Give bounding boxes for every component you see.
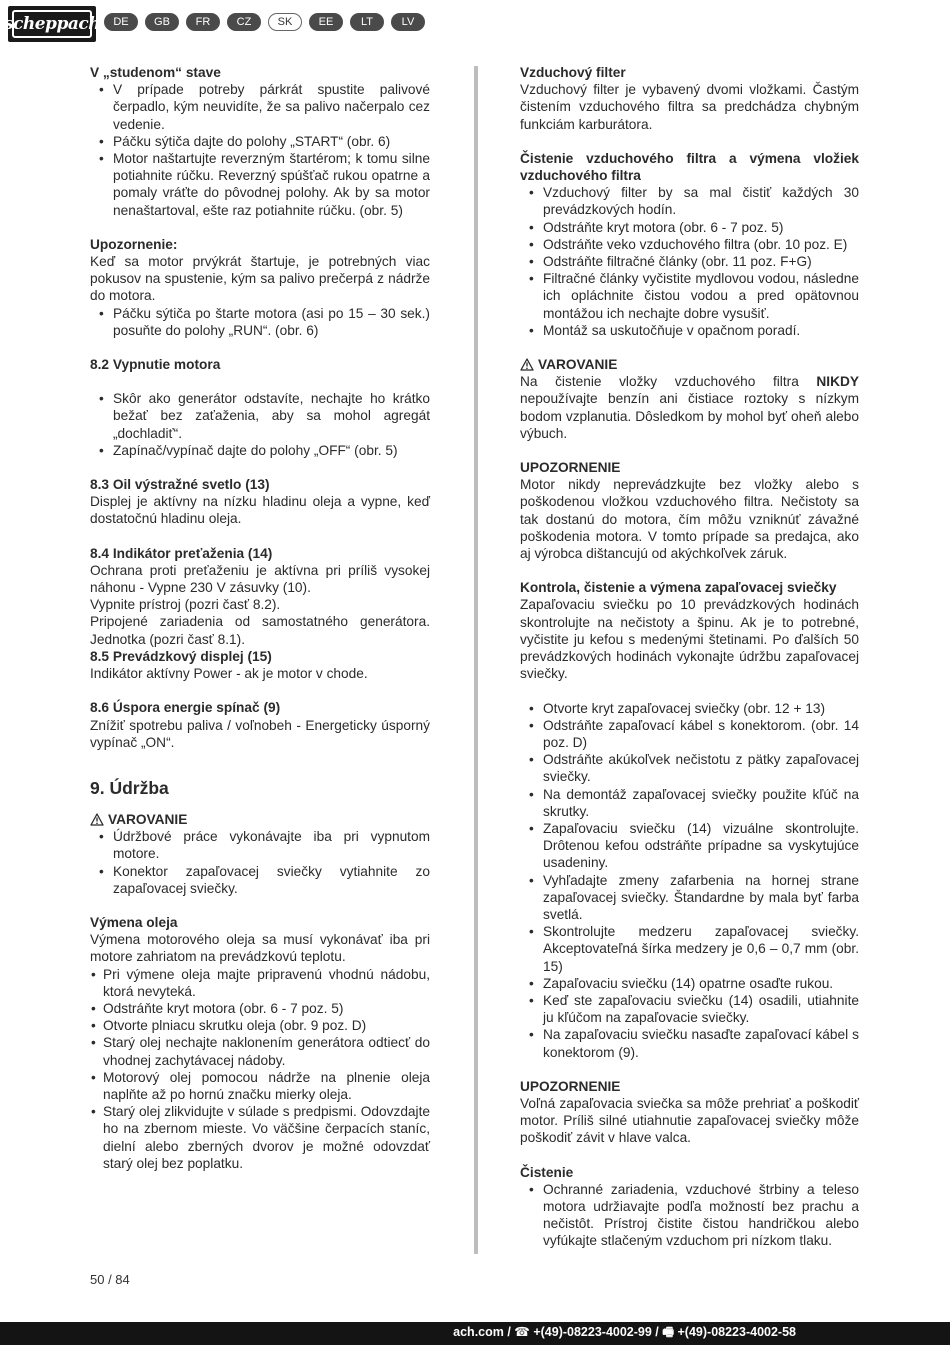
lang-sk[interactable]: SK [268,13,302,31]
lang-ee[interactable]: EE [309,13,343,31]
language-selector [104,13,425,31]
list-item: • Vyhľadajte zmeny zafarbenia na hornej strane zapaľovacej sviečky. Štandardne by mala byť farba svetlá. [520,872,859,924]
list-item: • Zapaľovaciu sviečku (14) opatrne osaďte rukou. [520,975,859,992]
air-filter-text: Vzduchový filter je vybavený dvomi vložkami. Častým čistením vzduchového filtra sa predchádza chybným funkciám karburátora. [520,82,859,132]
list-item: • Montáž sa uskutočňuje v opačnom poradí. [520,322,859,339]
list-item: • Páčku sýtiča po štarte motora (asi po 15 – 30 sek.) posuňte do polohy „RUN“. (obr. 6) [90,305,430,339]
warning-heading [90,811,430,828]
list-item: • Páčku sýtiča dajte do polohy „START“ (obr. 6) [90,133,430,150]
list-item: • Otvorte kryt zapaľovacej sviečky (obr. 12 + 13) [520,700,859,717]
section-8-4-heading: 8.4 Indikátor preťaženia (14) [90,545,273,561]
air-filter-heading: Vzduchový filter [520,65,626,80]
list-item: • Pri výmene oleja majte pripravenú vhodnú nádobu, ktorá nevyteká. [90,966,430,1000]
scheppach-logo [3,6,101,42]
warning-icon [90,813,104,826]
section-8-4-text: Vypnite prístroj (pozri časť 8.2). [90,597,281,613]
note-heading: Upozornenie: [90,236,178,252]
list-item: • Starý olej zlikvidujte v súlade s predpismi. Odovzdajte ho na zbernom mieste. Vo väčšine čerpacích staníc, dielní alebo zberných dvorov je možné odovzdať starý olej bez poplatku. [90,1103,430,1172]
note-text: Keď sa motor prvýkrát štartuje, je potrebných viac pokusov na spustenie, kým sa palivo prečerpá z nádrže do motora. [90,254,430,304]
list-item: • Odstráňte kryt motora (obr. 6 - 7 poz. 5) [520,219,859,236]
list-item: • Odstráňte veko vzduchového filtra (obr. 10 poz. E) [520,236,859,253]
cold-start-heading: V „studenom“ stave [90,65,221,80]
warning-list [90,828,430,897]
right-column [520,64,859,1250]
list-item: • Starý olej nechajte naklonením generátora odtiecť do vhodnej zachytávacej nádoby. [90,1034,430,1068]
list-item: • Motor naštartujte reverzným štartérom; k tomu silne potiahnite rúčku. Reverzný spúšťač rukou opatrne a pomaly vráťte do pôvodnej polohy. Ak by sa motor nenaštartoval, ešte raz potiahnite rúčku. (obr. 5) [90,150,430,219]
left-column [90,64,430,1172]
list-item: • Filtračné články vyčistite mydlovou vodou, následne ich opláchnite čistou vodou a pred opätovnou montážou ich nechajte dobre vysušiť. [520,270,859,322]
note-heading: UPOZORNENIE [520,1078,621,1094]
warning-heading [520,356,859,373]
air-filter-cleaning-heading: Čistenie vzduchového filtra a výmena vložiek vzduchového filtra [520,150,859,184]
section-8-5-heading: 8.5 Prevádzkový displej (15) [90,648,272,664]
spark-plug-heading: Kontrola, čistenie a výmena zapaľovacej sviečky [520,580,837,596]
list-item: • Skôr ako generátor odstavíte, nechajte ho krátko bežať bez zaťaženia, aby sa mohol agregát „dochladiť“. [90,390,430,442]
section-8-6-text: Znížiť spotrebu paliva / voľnobeh - Energeticky úsporný vypínač „ON“. [90,717,430,750]
cleaning-list [520,1181,859,1250]
list-item: • Otvorte plniacu skrutku oleja (obr. 9 poz. D) [90,1017,430,1034]
list-item: • V prípade potreby párkrát spustite palivové čerpadlo, kým neuvidíte, že sa palivo načerpalo cez vedenie. [90,81,430,133]
lang-lv[interactable]: LV [391,13,425,31]
section-8-3-heading: 8.3 Oil výstražné svetlo (13) [90,477,270,493]
section-8-4-text: Ochrana proti preťaženiu je aktívna pri príliš vysokej náhonu - Vypne 230 V zásuvky (10). [90,562,430,596]
list-item: • Motorový olej pomocou nádrže na plnenie oleja naplňte až po hornú značku mierky oleja. [90,1069,430,1103]
lang-de[interactable]: DE [104,13,138,31]
warning-title: VAROVANIE [108,811,188,827]
list-item: • Odstráňte kryt motora (obr. 6 - 7 poz. 5) [90,1000,430,1017]
oil-change-text: Výmena motorového oleja sa musí vykonávať iba pri motore zahriatom na prevádzkovú teplotu. [90,932,430,965]
section-8-5-text: Indikátor aktívny Power - ak je motor v chode. [90,666,368,682]
column-divider [474,66,478,1254]
list-item: • Zapaľovaciu sviečku (14) vizuálne skontrolujte. Drôtenou kefou odstráňte prípadne sa vyskytujúce usadeniny. [520,820,859,872]
warning-text: Na čistenie vložky vzduchového filtra NIKDY nepoužívajte benzín ani čistiace roztoky s nízkym bodom vzplanutia. Dôsledkom by mohol byť oheň alebo výbuch. [520,374,859,441]
list-item: • Údržbové práce vykonávajte iba pri vypnutom motore. [90,828,430,862]
list-item: • Vzduchový filter by sa mal čistiť každých 30 prevádzkových hodín. [520,184,859,218]
list-item: • Na zapaľovaciu sviečku nasaďte zapaľovací kábel s konektorom (9). [520,1026,859,1060]
list-item: • Konektor zapaľovacej sviečky vytiahnite zo zapaľovacej sviečky. [90,863,430,897]
list-item: • Ochranné zariadenia, vzduchové štrbiny a teleso motora udržiavajte podľa možností bez prachu a nečistôt. Prístroj čistite čistou handričkou alebo vyfúkajte stlačeným vzduchom pri nízkom tlaku. [520,1181,859,1250]
oil-change-heading: Výmena oleja [90,914,178,930]
list-item: • Zapínač/vypínač dajte do polohy „OFF“ (obr. 5) [90,442,430,459]
section-8-2-list [90,390,430,459]
lang-cz[interactable]: CZ [227,13,261,31]
list-item: • Keď ste zapaľovaciu sviečku (14) osadili, utiahnite ju kľúčom na zapaľovacie sviečky. [520,992,859,1026]
footer-bar [0,1322,950,1345]
spark-plug-list [520,700,859,1061]
list-item: • Na demontáž zapaľovacej sviečky použite kľúč na skrutky. [520,786,859,820]
lang-gb[interactable]: GB [145,13,179,31]
page-number: 50 / 84 [90,1272,130,1287]
section-9-heading: 9. Údržba [90,777,169,798]
note-list [90,305,430,339]
oil-change-list [90,966,430,1172]
list-item: • Skontrolujte medzeru zapaľovacej sviečky. Akceptovateľná šírka medzery je 0,6 – 0,7 mm (obr. 15) [520,923,859,975]
section-8-4-text: Pripojené zariadenia od samostatného generátora. Jednotka (pozri časť 8.1). [90,614,430,647]
list-item: • Odstráňte filtračné články (obr. 11 poz. F+G) [520,253,859,270]
lang-lt[interactable]: LT [350,13,384,31]
warning-icon [520,358,534,371]
logo-text: scheppach [12,10,92,38]
list-item: • Odstráňte zapaľovací kábel s konektorom. (obr. 14 poz. D) [520,717,859,751]
note-text: Voľná zapaľovacia sviečka sa môže prehriať a poškodiť motor. Príliš silné utiahnutie zapaľovacej sviečky môže poškodiť závit v hlave valca. [520,1095,859,1146]
cold-start-list [90,81,430,219]
lang-fr[interactable]: FR [186,13,220,31]
contact-info: ach.com / ☎ +(49)-08223-4002-99 / 🖷 +(49)-08223-4002-58 [453,1325,796,1339]
section-8-3-text: Displej je aktívny na nízku hladinu oleja a vypne, keď dostatočnú hladinu oleja. [90,494,430,527]
section-8-2-heading: 8.2 Vypnutie motora [90,357,221,373]
note-heading: UPOZORNENIE [520,460,621,476]
list-item: • Odstráňte akúkoľvek nečistotu z pätky zapaľovacej sviečky. [520,751,859,785]
section-8-6-heading: 8.6 Úspora energie spínač (9) [90,700,281,716]
warning-title: VAROVANIE [538,357,618,373]
cleaning-heading: Čistenie [520,1164,574,1180]
air-filter-cleaning-list [520,184,859,339]
spark-plug-text: Zapaľovaciu sviečku po 10 prevádzkových hodinách skontrolujte na nečistoty a špinu. Ak je to potrebné, vyčistite ju kefou s medenými štetinami. Po ďalších 50 prevádzkových hodinách vykonajte údržbu zapaľovacej sviečky. [520,597,859,682]
note-text: Motor nikdy neprevádzkujte bez vložky alebo s poškodenou vložkou vzduchového filtra. Nečistoty sa tak dostanú do motora, čím môžu vzniknúť závažné poškodenia motora. V tomto prípade sa predajca, ako aj výrobca dištancujú od akýchkoľvek záruk. [520,477,859,562]
